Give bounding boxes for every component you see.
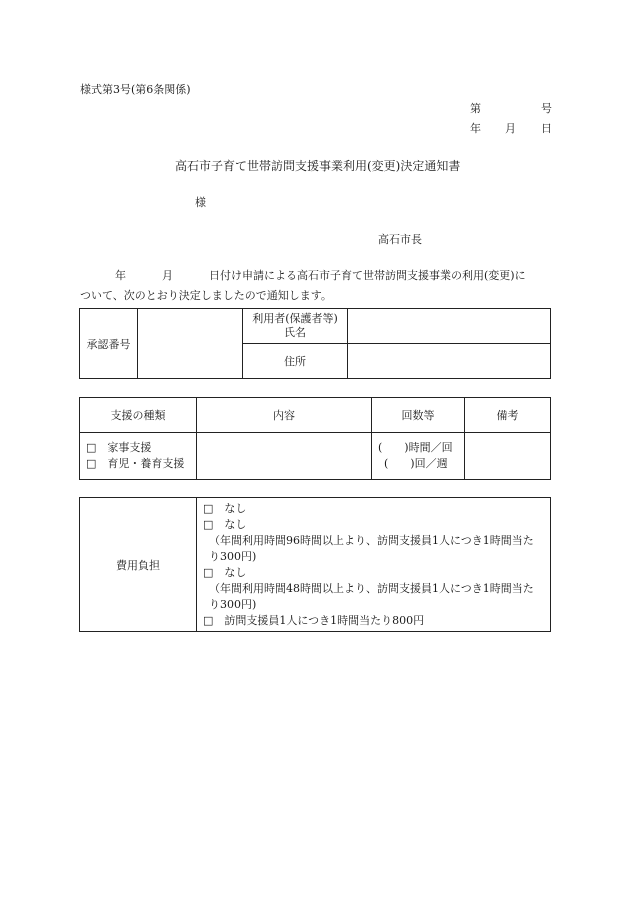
- body-line-1: 日付け申請による高石市子育て世帯訪問支援事業の利用(変更)に: [209, 269, 526, 282]
- user-name-value[interactable]: [348, 309, 551, 344]
- header-remarks: 備考: [465, 398, 551, 433]
- support-table: [79, 397, 551, 480]
- cost-label: 費用負担: [80, 498, 197, 632]
- cost-option-none[interactable]: □ なし: [203, 502, 247, 515]
- address-label: 住所: [243, 344, 348, 379]
- hours-per-visit: ( )時間／回: [378, 441, 453, 454]
- cost-table: [79, 497, 551, 632]
- body-month: 月: [162, 269, 173, 282]
- checkbox-housework[interactable]: □ 家事支援: [86, 441, 152, 454]
- user-name-label: [243, 309, 348, 344]
- cost-option-none-96h[interactable]: □ なし: [203, 518, 247, 531]
- body-year: 年: [115, 269, 126, 282]
- cost-note-96h-1: （年間利用時間96時間以上より、訪問支援員1人につき1時間当た: [209, 534, 534, 547]
- approval-number-label: 承認番号: [80, 309, 138, 379]
- doc-number-suffix: 号: [541, 102, 552, 115]
- user-label-line-2: 氏名: [284, 326, 306, 339]
- cost-note-48h-1: （年間利用時間48時間以上より、訪問支援員1人につき1時間当た: [209, 582, 534, 595]
- count-cell: [372, 433, 465, 480]
- header-support-type: 支援の種類: [80, 398, 197, 433]
- cost-option-800yen[interactable]: □ 訪問支援員1人につき1時間当たり800円: [203, 614, 425, 627]
- header-count: 回数等: [372, 398, 465, 433]
- address-value[interactable]: [348, 344, 551, 379]
- user-info-table: [79, 308, 551, 379]
- form-label: 様式第3号(第6条関係): [80, 83, 191, 96]
- cost-note-96h-2: り300円): [209, 550, 257, 563]
- document-title: 高石市子育て世帯訪問支援事業利用(変更)決定通知書: [175, 159, 461, 173]
- cost-options: [197, 498, 551, 632]
- header-content: 内容: [197, 398, 372, 433]
- issuer-name: 高石市長: [378, 233, 422, 246]
- cost-note-48h-2: り300円): [209, 598, 257, 611]
- cost-option-none-48h[interactable]: □ なし: [203, 566, 247, 579]
- doc-number-prefix: 第: [470, 102, 481, 115]
- support-type-cell: [80, 433, 197, 480]
- approval-number-value[interactable]: [138, 309, 243, 379]
- remarks-cell[interactable]: [465, 433, 551, 480]
- date-day: 日: [541, 122, 552, 135]
- date-year: 年: [470, 122, 481, 135]
- content-cell[interactable]: [197, 433, 372, 480]
- checkbox-childcare[interactable]: □ 育児・養育支援: [86, 457, 185, 470]
- date-month: 月: [505, 122, 516, 135]
- user-label-line-1: 利用者(保護者等): [252, 312, 338, 325]
- addressee-suffix: 様: [195, 196, 206, 209]
- visits-per-week: ( )回／週: [384, 457, 448, 470]
- body-line-2: ついて、次のとおり決定しましたので通知します。: [80, 289, 332, 302]
